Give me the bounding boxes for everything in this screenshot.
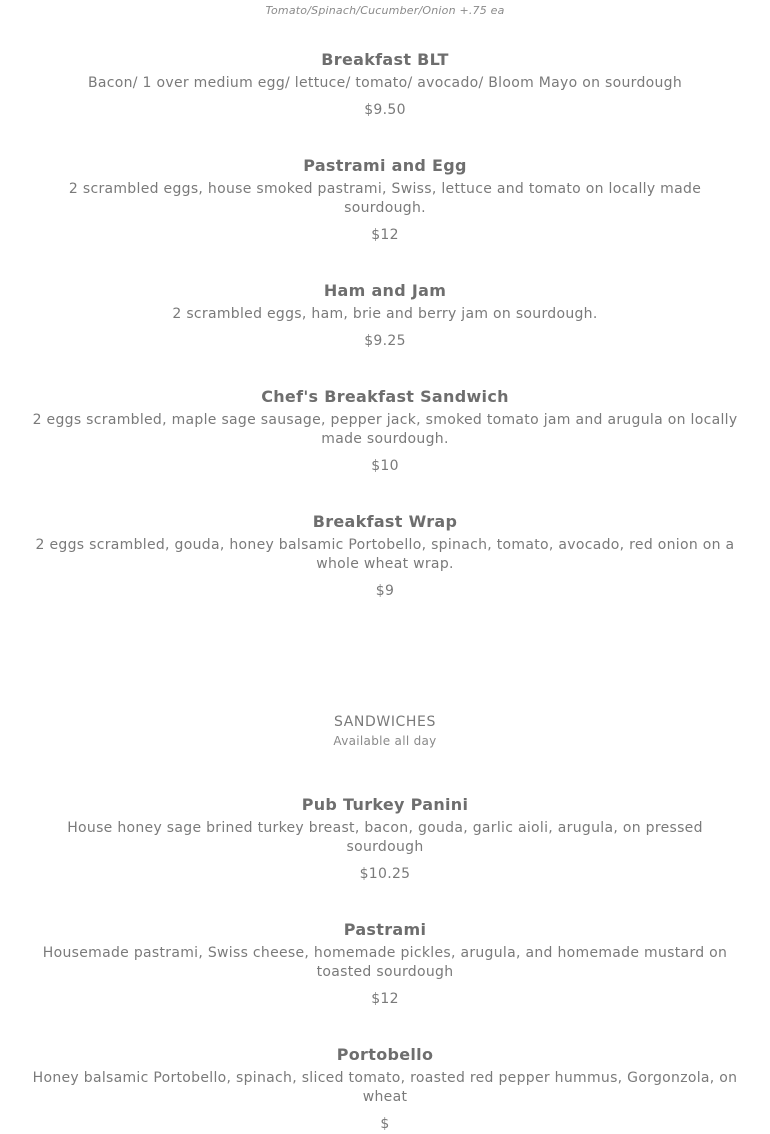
item-description: Bacon/ 1 over medium egg/ lettuce/ tomato/ avocado/ Bloom Mayo on sourdough xyxy=(87,75,683,91)
menu-item-pastrami-and-egg xyxy=(30,156,740,245)
section-header-sandwiches xyxy=(0,713,770,750)
menu-item-portobello xyxy=(30,1045,740,1134)
addon-note: Tomato/Spinach/Cucumber/Onion +.75 ea xyxy=(265,4,505,17)
menu-item-chefs-breakfast-sandwich xyxy=(30,387,740,476)
menu-item-pastrami xyxy=(30,920,740,1009)
section-title: SANDWICHES xyxy=(334,714,436,730)
item-description: 2 eggs scrambled, gouda, honey balsamic Portobello, spinach, tomato, avocado, red onion on a whole wheat wrap. xyxy=(35,537,735,572)
section-subtitle: Available all day xyxy=(333,734,437,748)
item-name: Breakfast BLT xyxy=(321,50,449,69)
item-price: $10.25 xyxy=(359,866,411,882)
item-name: Chef's Breakfast Sandwich xyxy=(261,387,509,406)
menu-item-pub-turkey-panini xyxy=(30,795,740,884)
item-price: $ xyxy=(380,1116,390,1132)
item-name: Portobello xyxy=(336,1045,434,1064)
item-description: Honey balsamic Portobello, spinach, sliced tomato, roasted red pepper hummus, Gorgonzola, on wheat xyxy=(32,1070,738,1105)
item-price: $9.50 xyxy=(364,102,406,118)
item-price: $12 xyxy=(371,227,399,243)
item-name: Breakfast Wrap xyxy=(312,512,458,531)
item-price: $9 xyxy=(375,583,395,599)
item-description: 2 scrambled eggs, ham, brie and berry jam on sourdough. xyxy=(172,306,598,322)
item-description: 2 eggs scrambled, maple sage sausage, pepper jack, smoked tomato jam and arugula on locally made sourdough. xyxy=(32,412,738,447)
item-name: Ham and Jam xyxy=(323,281,447,300)
item-price: $12 xyxy=(371,991,399,1007)
item-price: $9.25 xyxy=(364,333,406,349)
item-name: Pastrami xyxy=(343,920,427,939)
item-name: Pub Turkey Panini xyxy=(301,795,469,814)
menu-item-breakfast-blt xyxy=(30,50,740,120)
item-description: House honey sage brined turkey breast, bacon, gouda, garlic aioli, arugula, on pressed sourdough xyxy=(67,820,703,855)
item-description: Housemade pastrami, Swiss cheese, homemade pickles, arugula, and homemade mustard on toasted sourdough xyxy=(42,945,728,980)
menu-item-ham-and-jam xyxy=(30,281,740,351)
item-name: Pastrami and Egg xyxy=(303,156,467,175)
menu-item-breakfast-wrap xyxy=(30,512,740,601)
item-description: 2 scrambled eggs, house smoked pastrami, Swiss, lettuce and tomato on locally made sourdough. xyxy=(68,181,702,216)
item-price: $10 xyxy=(371,458,399,474)
